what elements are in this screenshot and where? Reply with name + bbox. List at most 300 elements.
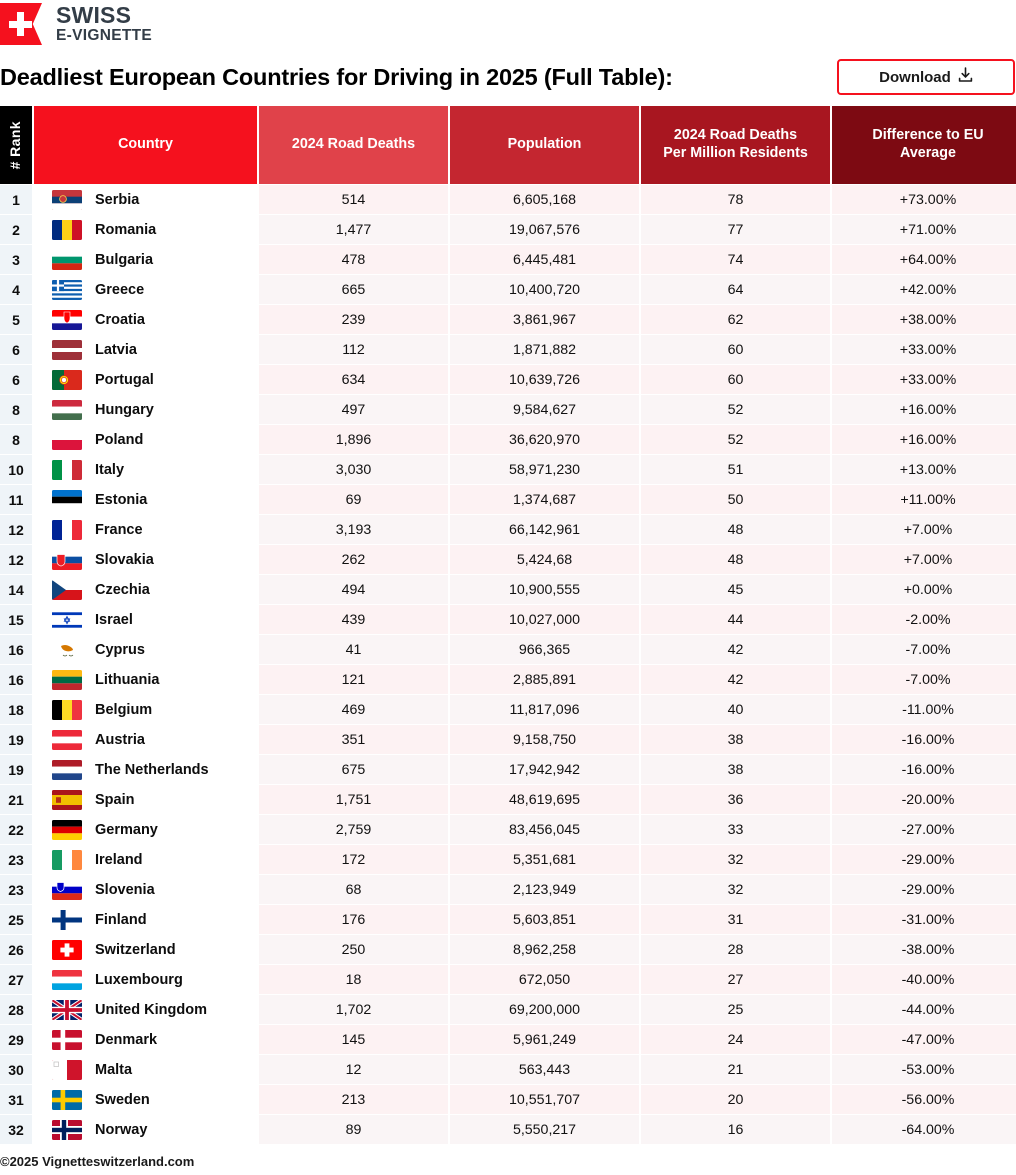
cell-country: [34, 785, 257, 814]
cell-country: [34, 1025, 257, 1054]
cell-rank: 5: [0, 305, 32, 334]
flag-icon-ie: [52, 850, 82, 870]
cell-rank: 4: [0, 275, 32, 304]
country-name: Belgium: [95, 701, 153, 718]
country-name: Greece: [95, 281, 145, 298]
cell-country: [34, 1085, 257, 1114]
cell-country: [34, 305, 257, 334]
cell-country: [34, 875, 257, 904]
cell-country: [34, 995, 257, 1024]
country-name: Slovenia: [95, 881, 155, 898]
cell-difference-eu: +33.00%: [832, 365, 1016, 394]
cell-deaths-per-million: 16: [641, 1115, 830, 1144]
cell-deaths-per-million: 40: [641, 695, 830, 724]
cell-deaths-per-million: 50: [641, 485, 830, 514]
cell-rank: 12: [0, 515, 32, 544]
table-row: [0, 695, 1016, 724]
flag-icon-it: [52, 460, 82, 480]
cell-rank: 23: [0, 875, 32, 904]
cell-road-deaths: 89: [259, 1115, 448, 1144]
cell-deaths-per-million: 64: [641, 275, 830, 304]
country-name: Ireland: [95, 851, 143, 868]
cell-difference-eu: -53.00%: [832, 1055, 1016, 1084]
table-row: [0, 1115, 1016, 1144]
table-row: [0, 515, 1016, 544]
table-row: [0, 785, 1016, 814]
cell-difference-eu: +16.00%: [832, 395, 1016, 424]
cell-road-deaths: 69: [259, 485, 448, 514]
cell-difference-eu: -16.00%: [832, 755, 1016, 784]
page-title: Deadliest European Countries for Driving in 2025 (Full Table):: [0, 63, 673, 90]
cell-rank: 27: [0, 965, 32, 994]
cell-deaths-per-million: 33: [641, 815, 830, 844]
cell-population: 19,067,576: [450, 215, 639, 244]
cell-difference-eu: -64.00%: [832, 1115, 1016, 1144]
table-row: [0, 635, 1016, 664]
cell-road-deaths: 121: [259, 665, 448, 694]
country-name: Norway: [95, 1121, 148, 1138]
country-name: Lithuania: [95, 671, 160, 688]
flag-icon-sk: [52, 550, 82, 570]
cell-road-deaths: 172: [259, 845, 448, 874]
column-header-country[interactable]: Country: [34, 106, 257, 184]
table-row: [0, 455, 1016, 484]
cell-deaths-per-million: 21: [641, 1055, 830, 1084]
table-row: [0, 665, 1016, 694]
cell-road-deaths: 665: [259, 275, 448, 304]
cell-difference-eu: +13.00%: [832, 455, 1016, 484]
cell-deaths-per-million: 51: [641, 455, 830, 484]
cell-country: [34, 515, 257, 544]
cell-population: 5,603,851: [450, 905, 639, 934]
cell-country: [34, 605, 257, 634]
country-name: Bulgaria: [95, 251, 154, 268]
cell-deaths-per-million: 52: [641, 395, 830, 424]
table-row: [0, 545, 1016, 574]
cell-population: 66,142,961: [450, 515, 639, 544]
cell-difference-eu: -7.00%: [832, 635, 1016, 664]
column-header-permil-line2: Per Million Residents: [663, 145, 808, 161]
table-row: [0, 1055, 1016, 1084]
cell-country: [34, 935, 257, 964]
cell-road-deaths: 176: [259, 905, 448, 934]
cell-population: 48,619,695: [450, 785, 639, 814]
column-header-permil-line1: 2024 Road Deaths: [673, 127, 798, 144]
cell-road-deaths: 497: [259, 395, 448, 424]
cell-population: 1,871,882: [450, 335, 639, 364]
cell-difference-eu: +7.00%: [832, 545, 1016, 574]
cell-road-deaths: 1,702: [259, 995, 448, 1024]
flag-icon-il: [52, 610, 82, 630]
table-body: [0, 185, 1016, 1144]
cell-country: [34, 395, 257, 424]
cell-country: [34, 695, 257, 724]
cell-difference-eu: -16.00%: [832, 725, 1016, 754]
column-header-rank[interactable]: [0, 106, 32, 184]
cell-difference-eu: -2.00%: [832, 605, 1016, 634]
table-row: [0, 605, 1016, 634]
cell-country: [34, 665, 257, 694]
cell-population: 36,620,970: [450, 425, 639, 454]
cell-difference-eu: +11.00%: [832, 485, 1016, 514]
cell-deaths-per-million: 32: [641, 845, 830, 874]
cell-difference-eu: -47.00%: [832, 1025, 1016, 1054]
table-row: [0, 395, 1016, 424]
cell-road-deaths: 262: [259, 545, 448, 574]
cell-rank: 11: [0, 485, 32, 514]
brand-line-evignette: E-VIGNETTE: [56, 26, 153, 44]
cell-population: 672,050: [450, 965, 639, 994]
cell-country: [34, 725, 257, 754]
country-name: Latvia: [95, 341, 137, 358]
flag-icon-lv: [52, 340, 82, 360]
cell-population: 2,123,949: [450, 875, 639, 904]
table-header-row: [0, 106, 1016, 184]
cell-population: 10,900,555: [450, 575, 639, 604]
flag-icon-hu: [52, 400, 82, 420]
table-row: [0, 275, 1016, 304]
cell-country: [34, 245, 257, 274]
cell-population: 6,445,481: [450, 245, 639, 274]
flag-icon-bg: [52, 250, 82, 270]
country-name: Germany: [95, 821, 158, 838]
cell-population: 5,550,217: [450, 1115, 639, 1144]
cell-population: 58,971,230: [450, 455, 639, 484]
flag-icon-ee: [52, 490, 82, 510]
cell-deaths-per-million: 42: [641, 665, 830, 694]
table-row: [0, 845, 1016, 874]
flag-icon-dk: [52, 1030, 82, 1050]
country-name: Denmark: [95, 1031, 158, 1048]
cell-difference-eu: +71.00%: [832, 215, 1016, 244]
cell-road-deaths: 1,896: [259, 425, 448, 454]
cell-road-deaths: 675: [259, 755, 448, 784]
cell-country: [34, 815, 257, 844]
country-name: Slovakia: [95, 551, 154, 568]
cell-road-deaths: 12: [259, 1055, 448, 1084]
cell-deaths-per-million: 28: [641, 935, 830, 964]
cell-country: [34, 185, 257, 214]
cell-country: [34, 1115, 257, 1144]
country-name: Croatia: [95, 311, 145, 328]
cell-rank: 23: [0, 845, 32, 874]
column-header-diff-line2: Average: [900, 145, 956, 161]
flag-icon-es: [52, 790, 82, 810]
flag-icon-rs: [52, 190, 82, 210]
flag-icon-lu: [52, 970, 82, 990]
cell-rank: 22: [0, 815, 32, 844]
cell-rank: 30: [0, 1055, 32, 1084]
cell-deaths-per-million: 32: [641, 875, 830, 904]
cell-rank: 19: [0, 725, 32, 754]
table-row: [0, 305, 1016, 334]
cell-difference-eu: -40.00%: [832, 965, 1016, 994]
cell-deaths-per-million: 60: [641, 365, 830, 394]
country-name: Italy: [95, 461, 125, 478]
cell-rank: 21: [0, 785, 32, 814]
cell-deaths-per-million: 78: [641, 185, 830, 214]
cell-road-deaths: 145: [259, 1025, 448, 1054]
cell-population: 17,942,942: [450, 755, 639, 784]
cell-population: 83,456,045: [450, 815, 639, 844]
table-row: [0, 905, 1016, 934]
cell-deaths-per-million: 24: [641, 1025, 830, 1054]
cell-deaths-per-million: 36: [641, 785, 830, 814]
table-row: [0, 365, 1016, 394]
cell-country: [34, 335, 257, 364]
country-name: Czechia: [95, 581, 150, 598]
table-header: [0, 106, 1016, 184]
cell-difference-eu: -27.00%: [832, 815, 1016, 844]
cell-rank: 1: [0, 185, 32, 214]
country-name: Serbia: [95, 191, 140, 208]
cell-road-deaths: 469: [259, 695, 448, 724]
cell-deaths-per-million: 62: [641, 305, 830, 334]
cell-population: 5,424,68: [450, 545, 639, 574]
table-row: [0, 575, 1016, 604]
column-header-difference-eu[interactable]: [832, 106, 1016, 184]
country-name: The Netherlands: [95, 761, 209, 778]
cell-difference-eu: +33.00%: [832, 335, 1016, 364]
flag-icon-cz: [52, 580, 82, 600]
cell-rank: 32: [0, 1115, 32, 1144]
cell-rank: 14: [0, 575, 32, 604]
cell-deaths-per-million: 25: [641, 995, 830, 1024]
country-name: Portugal: [95, 371, 154, 388]
cell-population: 10,027,000: [450, 605, 639, 634]
table-row: [0, 425, 1016, 454]
cell-rank: 10: [0, 455, 32, 484]
flag-icon-fr: [52, 520, 82, 540]
table-row: [0, 935, 1016, 964]
flag-icon-fi: [52, 910, 82, 930]
cell-road-deaths: 68: [259, 875, 448, 904]
cell-population: 10,551,707: [450, 1085, 639, 1114]
cell-country: [34, 905, 257, 934]
cell-rank: 8: [0, 395, 32, 424]
cell-road-deaths: 213: [259, 1085, 448, 1114]
cell-country: [34, 1055, 257, 1084]
cell-population: 563,443: [450, 1055, 639, 1084]
cell-road-deaths: 494: [259, 575, 448, 604]
country-name: France: [95, 521, 143, 538]
cell-difference-eu: -20.00%: [832, 785, 1016, 814]
cell-rank: 18: [0, 695, 32, 724]
cell-rank: 6: [0, 335, 32, 364]
flag-icon-nl: [52, 760, 82, 780]
column-header-diff-line1: Difference to EU: [872, 127, 984, 144]
brand-wordmark: [56, 4, 152, 43]
cell-deaths-per-million: 44: [641, 605, 830, 634]
cell-deaths-per-million: 60: [641, 335, 830, 364]
column-header-deaths-per-million[interactable]: [641, 106, 830, 184]
cell-road-deaths: 239: [259, 305, 448, 334]
cell-difference-eu: -44.00%: [832, 995, 1016, 1024]
cell-rank: 2: [0, 215, 32, 244]
cell-deaths-per-million: 31: [641, 905, 830, 934]
cell-country: [34, 455, 257, 484]
cell-country: [34, 365, 257, 394]
cell-population: 5,351,681: [450, 845, 639, 874]
flag-icon-de: [52, 820, 82, 840]
cell-road-deaths: 478: [259, 245, 448, 274]
cell-difference-eu: +38.00%: [832, 305, 1016, 334]
download-button-label: Download: [879, 68, 951, 86]
cell-population: 9,158,750: [450, 725, 639, 754]
footer-copyright: ©2025 Vignetteswitzerland.com: [0, 1154, 195, 1169]
cell-deaths-per-million: 48: [641, 515, 830, 544]
cell-rank: 16: [0, 635, 32, 664]
country-name: Malta: [95, 1061, 133, 1078]
cell-difference-eu: +0.00%: [832, 575, 1016, 604]
flag-icon-ro: [52, 220, 82, 240]
table-row: [0, 185, 1016, 214]
cell-difference-eu: -11.00%: [832, 695, 1016, 724]
cell-country: [34, 755, 257, 784]
cell-rank: 25: [0, 905, 32, 934]
table-row: [0, 1085, 1016, 1114]
flag-icon-no: [52, 1120, 82, 1140]
country-name: Luxembourg: [95, 971, 183, 988]
table-row: [0, 755, 1016, 784]
cell-road-deaths: 439: [259, 605, 448, 634]
country-name: Cyprus: [95, 641, 145, 658]
cell-difference-eu: -29.00%: [832, 875, 1016, 904]
cell-road-deaths: 250: [259, 935, 448, 964]
cell-difference-eu: -31.00%: [832, 905, 1016, 934]
country-name: Spain: [95, 791, 135, 808]
cell-rank: 19: [0, 755, 32, 784]
flag-icon-mt: [52, 1060, 82, 1080]
cell-rank: 3: [0, 245, 32, 274]
cell-deaths-per-million: 52: [641, 425, 830, 454]
cell-road-deaths: 3,030: [259, 455, 448, 484]
country-name: Finland: [95, 911, 147, 928]
flag-icon-si: [52, 880, 82, 900]
flag-icon-gb: [52, 1000, 82, 1020]
column-header-road-deaths[interactable]: 2024 Road Deaths: [259, 106, 448, 184]
flag-icon-cy: [52, 640, 82, 660]
cell-population: 8,962,258: [450, 935, 639, 964]
title-row: [0, 53, 1016, 105]
flag-icon-pt: [52, 370, 82, 390]
flag-icon-be: [52, 700, 82, 720]
cell-population: 966,365: [450, 635, 639, 664]
column-header-rank-label: # Rank: [7, 120, 24, 170]
country-name: United Kingdom: [95, 1001, 207, 1018]
cell-rank: 6: [0, 365, 32, 394]
cell-road-deaths: 1,751: [259, 785, 448, 814]
cell-rank: 8: [0, 425, 32, 454]
cell-population: 10,639,726: [450, 365, 639, 394]
cell-country: [34, 965, 257, 994]
cell-rank: 31: [0, 1085, 32, 1114]
cell-rank: 29: [0, 1025, 32, 1054]
country-name: Sweden: [95, 1091, 150, 1108]
cell-country: [34, 485, 257, 514]
cell-population: 2,885,891: [450, 665, 639, 694]
cell-difference-eu: -29.00%: [832, 845, 1016, 874]
flag-icon-gr: [52, 280, 82, 300]
cell-difference-eu: -38.00%: [832, 935, 1016, 964]
cell-rank: 26: [0, 935, 32, 964]
table-row: [0, 1025, 1016, 1054]
table-row: [0, 815, 1016, 844]
country-name: Israel: [95, 611, 133, 628]
road-deaths-table: [0, 105, 1016, 1145]
cell-road-deaths: 41: [259, 635, 448, 664]
cell-road-deaths: 634: [259, 365, 448, 394]
cell-population: 11,817,096: [450, 695, 639, 724]
table-row: [0, 245, 1016, 274]
cell-population: 5,961,249: [450, 1025, 639, 1054]
table-row: [0, 995, 1016, 1024]
cell-deaths-per-million: 48: [641, 545, 830, 574]
flag-icon-at: [52, 730, 82, 750]
cell-rank: 28: [0, 995, 32, 1024]
cell-population: 6,605,168: [450, 185, 639, 214]
cell-deaths-per-million: 42: [641, 635, 830, 664]
table-row: [0, 875, 1016, 904]
cell-deaths-per-million: 74: [641, 245, 830, 274]
flag-icon-ch: [52, 940, 82, 960]
country-name: Poland: [95, 431, 144, 448]
table-row: [0, 485, 1016, 514]
cell-deaths-per-million: 38: [641, 755, 830, 784]
cell-difference-eu: +7.00%: [832, 515, 1016, 544]
cell-road-deaths: 1,477: [259, 215, 448, 244]
cell-road-deaths: 351: [259, 725, 448, 754]
cell-deaths-per-million: 45: [641, 575, 830, 604]
table-row: [0, 725, 1016, 754]
cell-road-deaths: 112: [259, 335, 448, 364]
cell-difference-eu: +64.00%: [832, 245, 1016, 274]
cell-road-deaths: 514: [259, 185, 448, 214]
cell-country: [34, 275, 257, 304]
cell-deaths-per-million: 38: [641, 725, 830, 754]
cell-country: [34, 425, 257, 454]
country-name: Hungary: [95, 401, 154, 418]
table-row: [0, 965, 1016, 994]
cell-difference-eu: -56.00%: [832, 1085, 1016, 1114]
download-button[interactable]: [837, 59, 1015, 95]
brand-header: [0, 0, 1016, 48]
country-name: Estonia: [95, 491, 148, 508]
download-icon: [958, 67, 973, 88]
flag-icon-hr: [52, 310, 82, 330]
flag-icon-pl: [52, 430, 82, 450]
cell-road-deaths: 18: [259, 965, 448, 994]
cell-population: 1,374,687: [450, 485, 639, 514]
cell-country: [34, 635, 257, 664]
cell-country: [34, 845, 257, 874]
cell-difference-eu: -7.00%: [832, 665, 1016, 694]
table-row: [0, 335, 1016, 364]
column-header-population[interactable]: Population: [450, 106, 639, 184]
cell-population: 69,200,000: [450, 995, 639, 1024]
cell-rank: 15: [0, 605, 32, 634]
country-name: Austria: [95, 731, 145, 748]
cell-difference-eu: +73.00%: [832, 185, 1016, 214]
cell-road-deaths: 3,193: [259, 515, 448, 544]
cell-difference-eu: +42.00%: [832, 275, 1016, 304]
cell-difference-eu: +16.00%: [832, 425, 1016, 454]
cell-population: 9,584,627: [450, 395, 639, 424]
cell-deaths-per-million: 20: [641, 1085, 830, 1114]
cell-population: 10,400,720: [450, 275, 639, 304]
country-name: Switzerland: [95, 941, 176, 958]
table-row: [0, 215, 1016, 244]
